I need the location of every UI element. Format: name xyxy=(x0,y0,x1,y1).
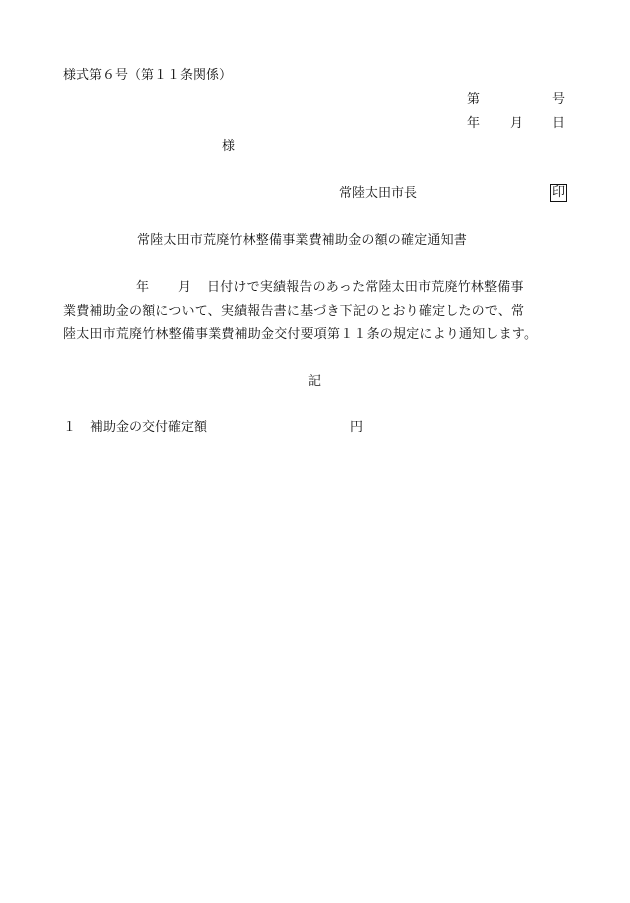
body-line-1-text: 日付けで実績報告のあった常陸太田市荒廃竹林整備事 xyxy=(207,280,524,295)
date-month: 月 xyxy=(510,116,524,131)
number-prefix: 第 xyxy=(467,92,481,107)
seal-mark xyxy=(550,184,567,202)
item-1-number: １ xyxy=(63,420,77,435)
form-label: 様式第６号（第１１条関係） xyxy=(63,68,233,83)
body-line-2: 業費補助金の額について、実績報告書に基づき下記のとおり確定したので、常 xyxy=(63,304,525,319)
body-month: 月 xyxy=(178,280,192,295)
number-suffix: 号 xyxy=(552,92,566,107)
body-line-3: 陸太田市荒廃竹林整備事業費補助金交付要項第１１条の規定により通知します。 xyxy=(63,327,538,342)
date-day: 日 xyxy=(552,116,566,131)
body-year: 年 xyxy=(136,280,150,295)
addressee-suffix: 様 xyxy=(222,139,236,154)
item-1-label: 補助金の交付確定額 xyxy=(90,420,208,435)
item-1-unit: 円 xyxy=(350,420,364,435)
ki-heading: 記 xyxy=(308,374,322,389)
date-year: 年 xyxy=(467,116,481,131)
issuer-name: 常陸太田市長 xyxy=(339,186,418,201)
seal-text: 印 xyxy=(552,185,566,200)
document-title: 常陸太田市荒廃竹林整備事業費補助金の額の確定通知書 xyxy=(137,233,468,248)
